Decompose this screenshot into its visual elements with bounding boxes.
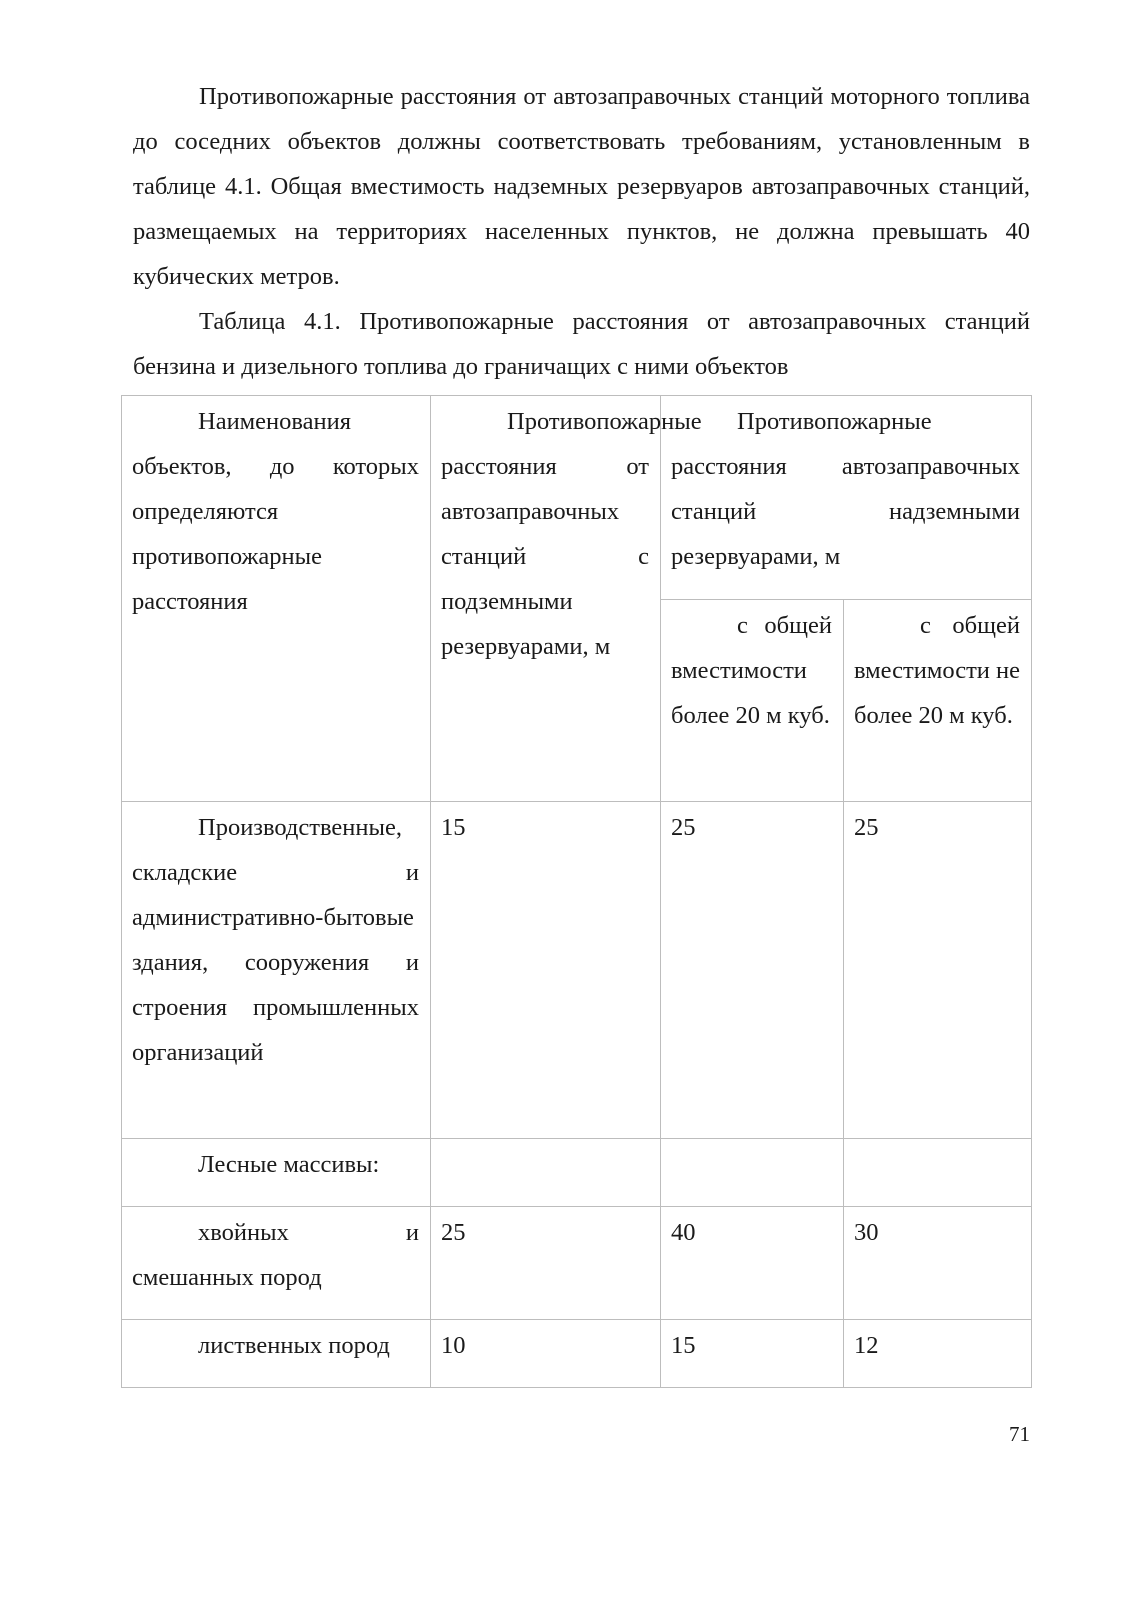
row-value-over-20: 15 xyxy=(661,1320,844,1388)
table-row xyxy=(122,1320,1032,1388)
table-header-row xyxy=(122,396,1032,600)
row-value-over-20 xyxy=(661,1139,844,1207)
table-row xyxy=(122,1207,1032,1320)
header-underground-tanks: Противопожарные расстояния от автозаправочных станций с подземными резервуарами, м xyxy=(431,396,661,802)
row-value-underground: 25 xyxy=(431,1207,661,1320)
header-capacity-over-20: с общей вместимости более 20 м куб. xyxy=(661,600,844,802)
page-number: 71 xyxy=(1009,1422,1030,1446)
row-value-up-to-20 xyxy=(844,1139,1032,1207)
row-object-name: хвойных и смешанных пород xyxy=(122,1207,431,1320)
header-object-names: Наименования объектов, до которых определяются противопожарные расстояния xyxy=(122,396,431,802)
row-value-over-20: 25 xyxy=(661,802,844,1139)
table-row xyxy=(122,802,1032,1139)
row-value-up-to-20: 12 xyxy=(844,1320,1032,1388)
table-row xyxy=(122,1139,1032,1207)
row-value-up-to-20: 30 xyxy=(844,1207,1032,1320)
row-object-name: Лесные массивы: xyxy=(122,1139,431,1207)
fire-distance-table xyxy=(121,395,1032,1388)
row-object-name: лиственных пород xyxy=(122,1320,431,1388)
table-caption: Таблица 4.1. Противопожарные расстояния от автозаправочных станций бензина и дизельного топлива до граничащих с ними объектов xyxy=(133,308,1030,380)
row-value-underground xyxy=(431,1139,661,1207)
header-capacity-up-to-20: с общей вместимости не более 20 м куб. xyxy=(844,600,1032,802)
header-aboveground-tanks: Противопожарные расстояния автозаправочных станций надземными резервуарами, м xyxy=(661,396,1032,600)
row-value-underground: 10 xyxy=(431,1320,661,1388)
row-object-name: Производственные, складские и административно-бытовые здания, сооружения и строения промышленных организаций xyxy=(122,802,431,1139)
body-paragraph: Противопожарные расстояния от автозаправочных станций моторного топлива до соседних объектов должны соответствовать требованиям, установленным в таблице 4.1. Общая вместимость надземных резервуаров автозаправочных станций, размещаемых на территориях населенных пунктов, не должна превышать 40 кубических метров. xyxy=(133,83,1030,290)
row-value-over-20: 40 xyxy=(661,1207,844,1320)
row-value-up-to-20: 25 xyxy=(844,802,1032,1139)
row-value-underground: 15 xyxy=(431,802,661,1139)
